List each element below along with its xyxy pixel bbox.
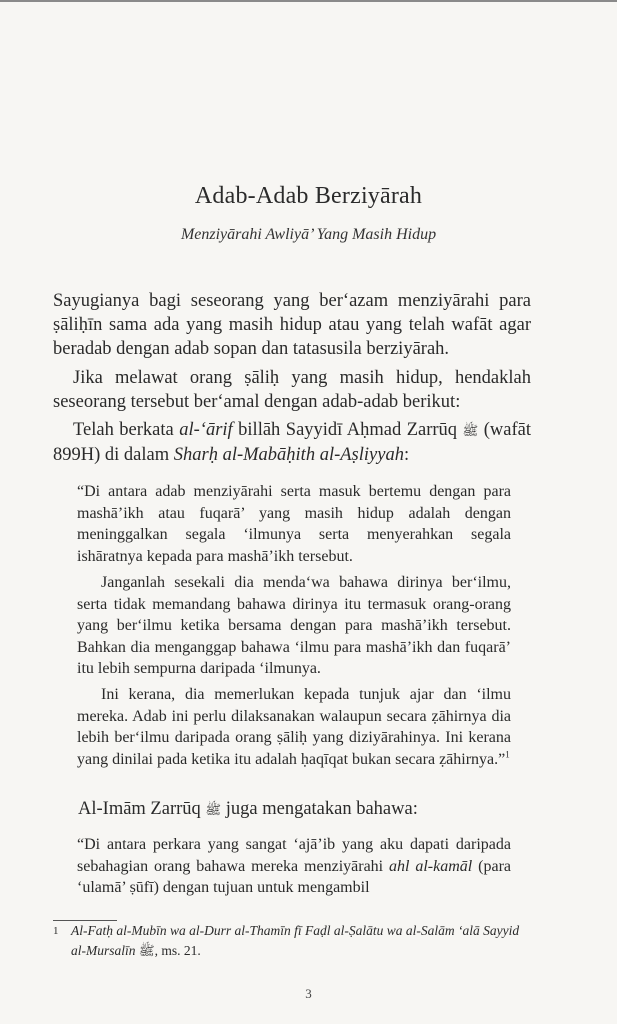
paragraph-zarruq-also bbox=[78, 797, 531, 822]
chapter-subtitle: Menziyārahi Awliyā’ Yang Masih Hidup bbox=[180, 226, 437, 243]
quote-text: (para ‘ulamā’ ṣūfī) dengan tujuan untuk mengambil bbox=[77, 857, 512, 896]
citation-text: : bbox=[403, 445, 410, 465]
citation-text: Telah berkata bbox=[73, 420, 180, 440]
footnote-number: 1 bbox=[53, 925, 59, 937]
citation-italic-term: al-‘ārif bbox=[179, 420, 233, 440]
paragraph-intro: Sayugianya bagi seseorang yang ber‘azam menziyārahi para ṣāliḥīn sama ada yang masih hidup atau yang telah wafāt agar beradab dengan adab sopan dan tatasusila berziyārah. bbox=[53, 291, 531, 359]
quote-italic-term: ahl al-kamāl bbox=[389, 857, 473, 875]
paragraph-text: juga mengatakan bahawa: bbox=[221, 799, 418, 819]
block-quote-3 bbox=[77, 684, 511, 770]
paragraph-visit-living: Jika melawat orang ṣāliḥ yang masih hidup, hendaklah seseorang tersebut ber‘amal dengan adab-adab berikut: bbox=[53, 368, 531, 412]
honorific-glyph: ﷺ bbox=[205, 802, 222, 817]
footnote-reference[interactable]: 1 bbox=[505, 749, 510, 760]
quote-text: “Di antara perkara yang sangat ‘ajā’ib yang aku dapati daripada sebahagian orang bahawa mereka menziyārahi bbox=[77, 836, 511, 875]
honorific-glyph: ﷺ bbox=[138, 943, 155, 958]
footnote-text: Al-Fatḥ al-Mubīn wa al-Durr al-Thamīn fī Faḍl al-Ṣalātu wa al-Salām ‘alā Sayyid al-Mursalīn bbox=[71, 923, 520, 958]
footnote-tail: , ms. 21. bbox=[154, 943, 201, 958]
footnote bbox=[53, 921, 531, 961]
top-edge-line bbox=[0, 0, 617, 2]
honorific-glyph: ﷺ bbox=[462, 423, 479, 438]
chapter-title: Adab-Adab Berziyārah bbox=[194, 183, 423, 209]
quote-text: Ini kerana, dia memerlukan kepada tunjuk ajar dan ‘ilmu mereka. Adab ini perlu dilaksanakan walaupun secara ẓāhirnya dia lebih ber‘ilmu daripada orang ṣāliḥ yang diziyārahinya. Ini kerana yang dinilai pada ketika itu adalah ḥaqīqat bukan secara ẓāhirnya.” bbox=[77, 686, 511, 768]
block-quote-1: “Di antara adab menziyārahi serta masuk bertemu dengan para mashā’ikh atau fuqarā’ yang masih hidup adalah dengan meninggalkan segala ‘ilmunya serta menyerahkan segala ishāratnya kepada para mashā’ikh tersebut. bbox=[77, 483, 511, 565]
citation-text: (wafāt 899H) di dalam bbox=[53, 420, 531, 465]
block-quote-2: Janganlah sesekali dia menda‘wa bahawa dirinya ber‘ilmu, serta tidak memandang bahawa dirinya itu termasuk orang-orang yang ber‘ilmu ketika bersama dengan para mashā’ikh tersebut. Bahkan dia menganggap bahawa ‘ilmu para mashā’ikh dan fuqarā’ itu lebih sempurna daripada ‘ilmunya. bbox=[77, 574, 511, 677]
paragraph-zarruq-citation bbox=[53, 418, 531, 467]
block-quote-4 bbox=[77, 834, 511, 899]
citation-text: billāh Sayyidī Aḥmad Zarrūq bbox=[232, 420, 463, 440]
paragraph-text: Al-Imām Zarrūq bbox=[78, 799, 206, 819]
page-number: 3 bbox=[305, 986, 312, 1001]
book-title-italic: Sharḥ al-Mabāḥith al-Aṣliyyah bbox=[173, 445, 404, 465]
footnote-body bbox=[53, 921, 531, 961]
